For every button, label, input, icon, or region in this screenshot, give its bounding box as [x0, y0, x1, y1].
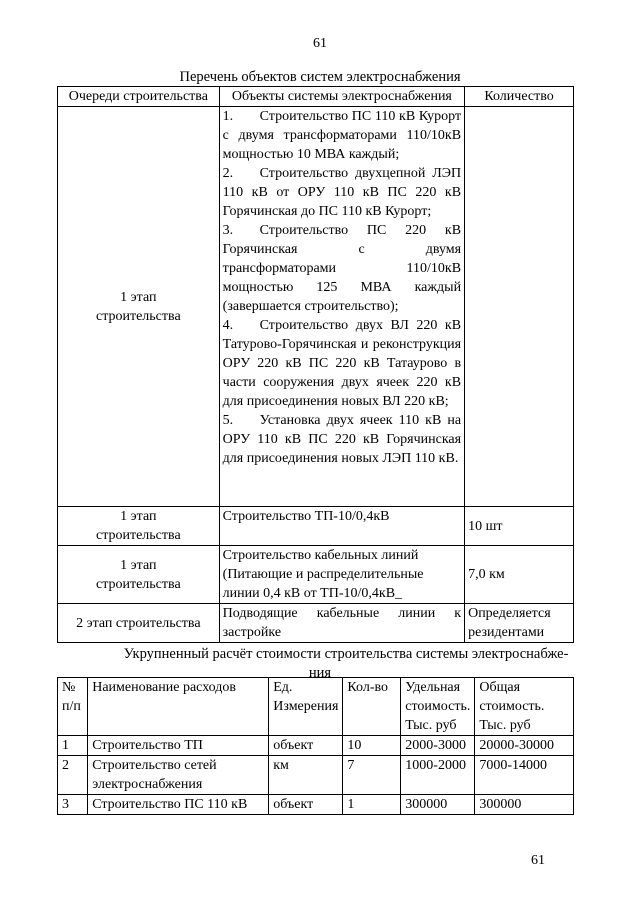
cell-total: 7000-14000	[475, 756, 574, 795]
header-number: № п/п	[58, 678, 88, 736]
cell-total: 20000-30000	[475, 736, 574, 756]
header-objects: Объекты системы электроснабжения	[219, 87, 464, 107]
objects-list-cell	[219, 107, 464, 507]
item-text: Строительство ПС 110 кВ Курорт с двумя трансформаторами 110/10кВ мощностью 10 МВА каждый;	[222, 109, 462, 162]
cell-qty: 10	[343, 736, 401, 756]
stage-line: 1 этап	[120, 557, 157, 573]
list-item	[223, 411, 461, 468]
table-row	[58, 546, 574, 604]
cell-unit: объект	[269, 736, 343, 756]
header-stage: Очереди строительства	[58, 87, 220, 107]
table-header-row	[58, 678, 574, 736]
cell-qty: 7	[343, 756, 401, 795]
stage-line: строительства	[95, 308, 181, 324]
object-cell: Подводящие кабельные линии к застройке	[219, 604, 464, 643]
page-number-bottom: 61	[531, 853, 545, 868]
table1-title: Перечень объектов систем электроснабжения	[179, 69, 461, 85]
stage-cell	[58, 107, 220, 507]
cell-unit: км	[269, 756, 343, 795]
header-unit: Ед. Измерения	[269, 678, 343, 736]
item-number: 1.	[222, 109, 234, 124]
header-unit-cost: Удельная стоимость. Тыс. руб	[401, 678, 475, 736]
list-item	[223, 107, 461, 164]
table-row	[58, 736, 574, 756]
item-number: 2.	[222, 166, 234, 181]
cost-table	[57, 677, 574, 815]
cell-name: Строительство ПС 110 кВ	[88, 795, 269, 815]
list-item	[223, 316, 461, 411]
item-number: 3.	[222, 223, 234, 238]
stage-line: 1 этап	[120, 289, 157, 305]
cell-unit-cost: 1000-2000	[401, 756, 475, 795]
cell-name: Строительство ТП	[88, 736, 269, 756]
cell-unit: объект	[269, 795, 343, 815]
item-text: Строительство ПС 220 кВ Горячинская с двумя трансформаторами 110/10кВ мощностью 125 МВА каждый (завершается строительство);	[222, 223, 462, 314]
item-text: Установка двух ячеек 110 кВ на ОРУ 110 кВ ПС 220 кВ Горячинская для присоединения новых ЛЭП 110 кВ.	[222, 413, 462, 466]
cell-qty: 1	[343, 795, 401, 815]
stage-cell: 2 этап строительства	[58, 604, 220, 643]
object-cell: Строительство ТП-10/0,4кВ	[219, 507, 464, 546]
cell-total: 300000	[475, 795, 574, 815]
header-total: Общая стоимость. Тыс. руб	[475, 678, 574, 736]
cell-unit-cost: 300000	[401, 795, 475, 815]
stage-cell	[58, 507, 220, 546]
item-text: Строительство двух ВЛ 220 кВ Татурово-Горячинская и реконструкция ОРУ 220 кВ ПС 220 кВ Татаурово в части сооружения двух ячеек 220 кВ для присоединения новых ВЛ 220 кВ;	[222, 318, 462, 409]
cell-number: 3	[58, 795, 88, 815]
stage-cell	[58, 546, 220, 604]
cell-number: 2	[58, 756, 88, 795]
object-cell: Строительство кабельных линий (Питающие и распределительные линии 0,4 кВ от ТП-10/0,4кВ_	[219, 546, 464, 604]
table-row	[58, 604, 574, 643]
quantity-cell: 7,0 км	[465, 546, 574, 604]
stage-line: 1 этап	[120, 509, 157, 524]
table2-title-line: Укрупненный расчёт стоимости строительства системы электроснабже-	[123, 646, 569, 662]
table2-title-line: ния	[308, 665, 332, 681]
cell-name: Строительство сетей электроснабжения	[88, 756, 269, 795]
table-row	[58, 756, 574, 795]
quantity-cell	[465, 107, 574, 507]
stage-line: строительства	[95, 576, 181, 592]
stage-line: строительства	[95, 528, 181, 543]
list-item	[223, 164, 461, 221]
item-number: 5.	[222, 413, 234, 428]
cell-number: 1	[58, 736, 88, 756]
table-row	[58, 507, 574, 546]
list-item	[223, 221, 461, 316]
item-text: Строительство двухцепной ЛЭП 110 кВ от ОРУ 110 кВ ПС 220 кВ Горячинская до ПС 110 кВ Курорт;	[222, 166, 462, 219]
page-number-top: 61	[313, 36, 327, 51]
header-name: Наименование расходов	[88, 678, 269, 736]
cell-unit-cost: 2000-3000	[401, 736, 475, 756]
header-qty: Кол-во	[343, 678, 401, 736]
table-header-row	[58, 87, 574, 107]
header-quantity: Количество	[465, 87, 574, 107]
quantity-cell: Определяется резидентами	[465, 604, 574, 643]
table-row	[58, 795, 574, 815]
objects-table	[57, 86, 574, 643]
table-row	[58, 107, 574, 507]
quantity-cell: 10 шт	[465, 507, 574, 546]
item-number: 4.	[222, 318, 234, 333]
